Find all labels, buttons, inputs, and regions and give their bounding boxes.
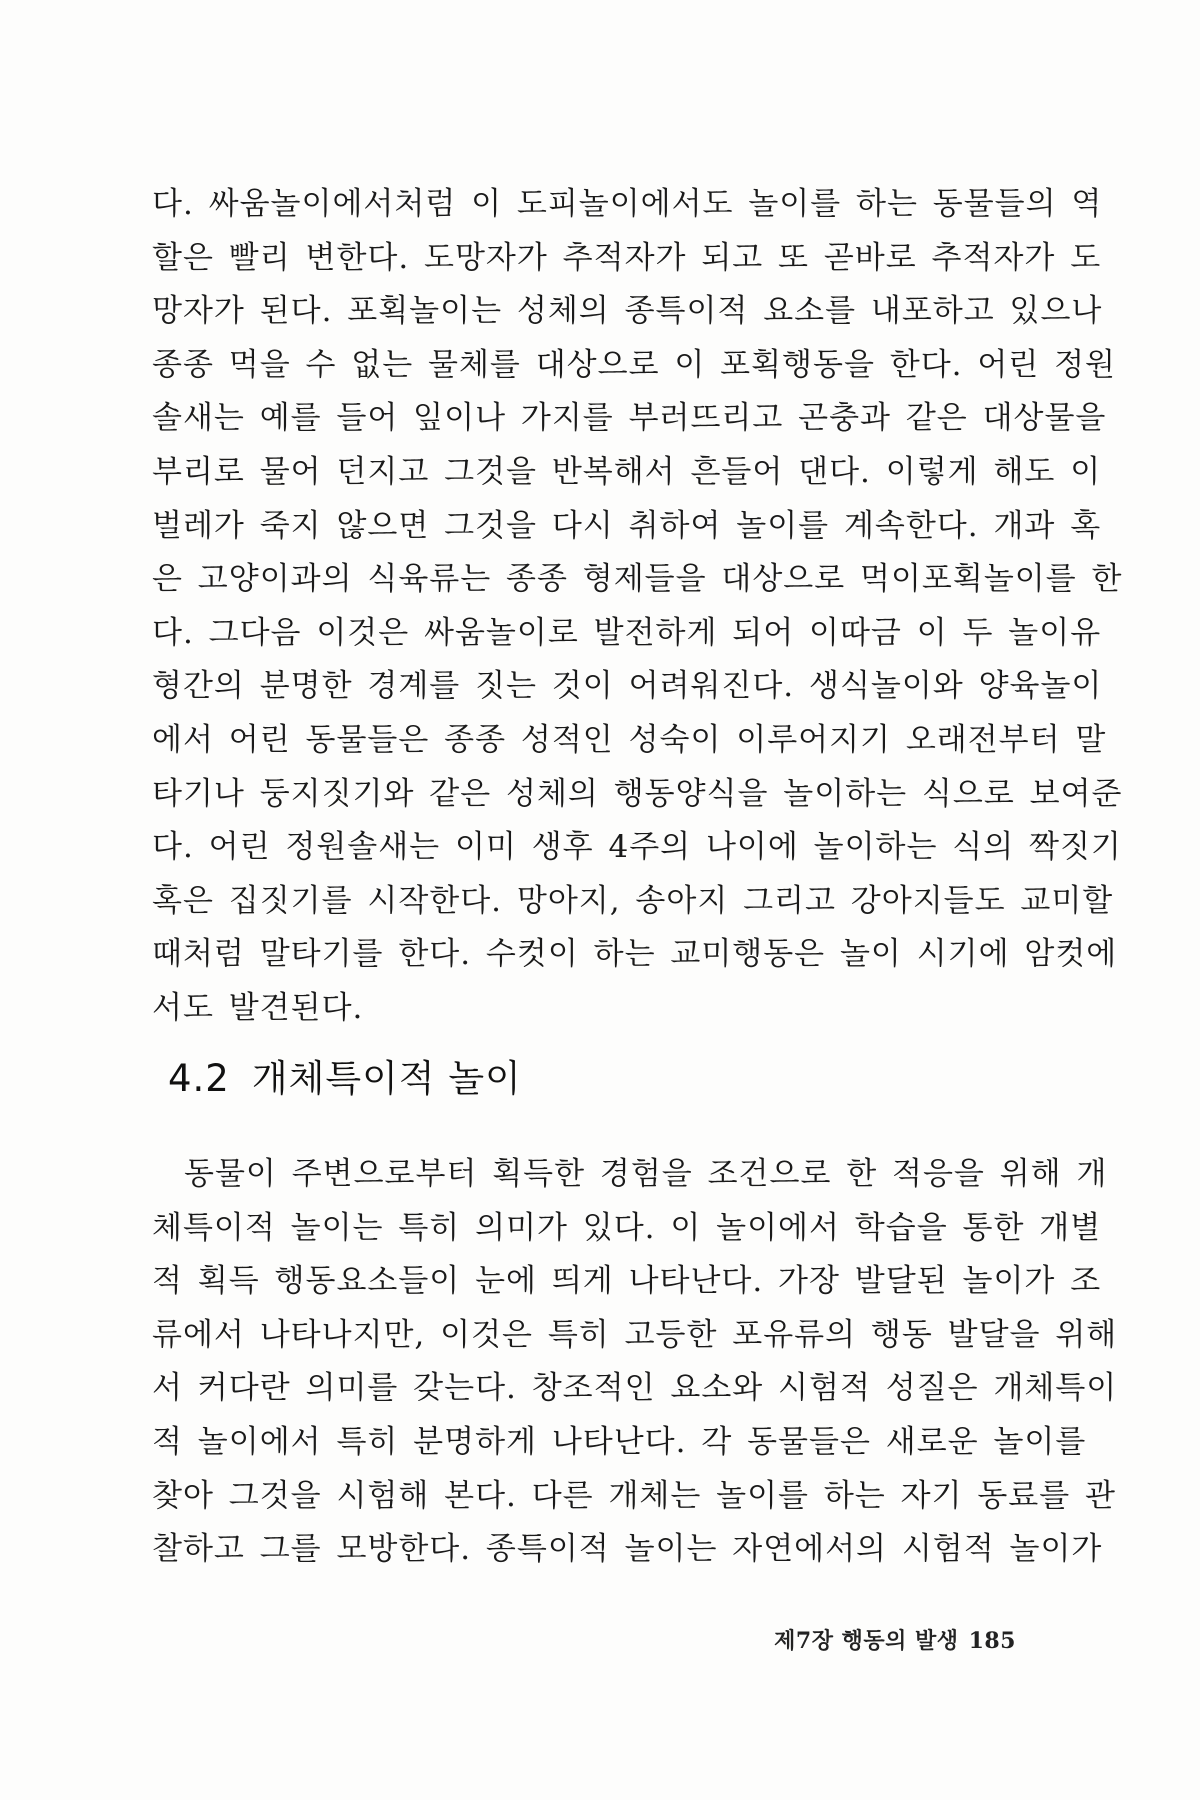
section-heading	[168, 1048, 522, 1102]
page-number: 185	[968, 1628, 1016, 1654]
text-line: 동물이 주변으로부터 획득한 경험을 조건으로 한 적응을 위해 개	[184, 1156, 1108, 1192]
text-line: 부리로 물어 던지고 그것을 반복해서 흔들어 댄다. 이렇게 해도 이	[152, 453, 1102, 490]
section-title: 개체특이적 놀이	[251, 1057, 522, 1100]
text-line: 할은 빨리 변한다. 도망자가 추적자가 되고 또 곧바로 추적자가 도	[152, 239, 1102, 276]
section-number: 4.2	[168, 1057, 230, 1100]
text-line: 다. 싸움놀이에서처럼 이 도피놀이에서도 놀이를 하는 동물들의 역	[152, 186, 1103, 222]
text-line: 다. 그다음 이것은 싸움놀이로 발전하게 되어 이따금 이 두 놀이유	[152, 614, 1102, 651]
text-line: 다. 어린 정원솔새는 이미 생후 4주의 나이에 놀이하는 식의 짝짓기	[152, 829, 1122, 866]
text-line: 솔새는 예를 들어 잎이나 가지를 부러뜨리고 곤충과 같은 대상물을	[152, 400, 1107, 437]
text-line: 에서 어린 동물들은 종종 성적인 성숙이 이루어지기 오래전부터 말	[152, 721, 1107, 758]
text-line: 적 놀이에서 특히 분명하게 나타난다. 각 동물들은 새로운 놀이를	[152, 1423, 1087, 1460]
body-paragraph-2	[152, 1148, 1118, 1577]
text-line: 서 커다란 의미를 갖는다. 창조적인 요소와 시험적 성질은 개체특이	[152, 1370, 1118, 1407]
page-footer	[774, 1624, 1016, 1655]
text-line: 찾아 그것을 시험해 본다. 다른 개체는 놀이를 하는 자기 동료를 관	[152, 1477, 1116, 1514]
text-line: 체특이적 놀이는 특히 의미가 있다. 이 놀이에서 학습을 통한 개별	[152, 1209, 1102, 1246]
text-line: 벌레가 죽지 않으면 그것을 다시 취하여 놀이를 계속한다. 개과 혹	[152, 507, 1102, 544]
text-line: 때처럼 말타기를 한다. 수컷이 하는 교미행동은 놀이 시기에 암컷에	[152, 936, 1118, 973]
text-line: 은 고양이과의 식육류는 종종 형제들을 대상으로 먹이포획놀이를 한	[152, 561, 1123, 598]
text-line: 형간의 분명한 경계를 짓는 것이 어려워진다. 생식놀이와 양육놀이	[152, 668, 1103, 705]
text-line: 타기나 둥지짓기와 같은 성체의 행동양식을 놀이하는 식으로 보여준	[152, 775, 1123, 812]
text-line: 망자가 된다. 포획놀이는 성체의 종특이적 요소를 내포하고 있으나	[152, 293, 1103, 330]
body-paragraph-1	[152, 178, 1123, 1036]
text-line: 혹은 집짓기를 시작한다. 망아지, 송아지 그리고 강아지들도 교미할	[152, 882, 1114, 919]
text-line: 종종 먹을 수 없는 물체를 대상으로 이 포획행동을 한다. 어린 정원	[152, 346, 1116, 383]
text-line: 찰하고 그를 모방한다. 종특이적 놀이는 자연에서의 시험적 놀이가	[152, 1531, 1103, 1568]
text-line: 서도 발견된다.	[152, 989, 364, 1026]
text-line: 적 획득 행동요소들이 눈에 띄게 나타난다. 가장 발달된 놀이가 조	[152, 1263, 1102, 1300]
text-line: 류에서 나타나지만, 이것은 특히 고등한 포유류의 행동 발달을 위해	[152, 1316, 1118, 1353]
running-title: 제7장 행동의 발생	[774, 1628, 959, 1654]
